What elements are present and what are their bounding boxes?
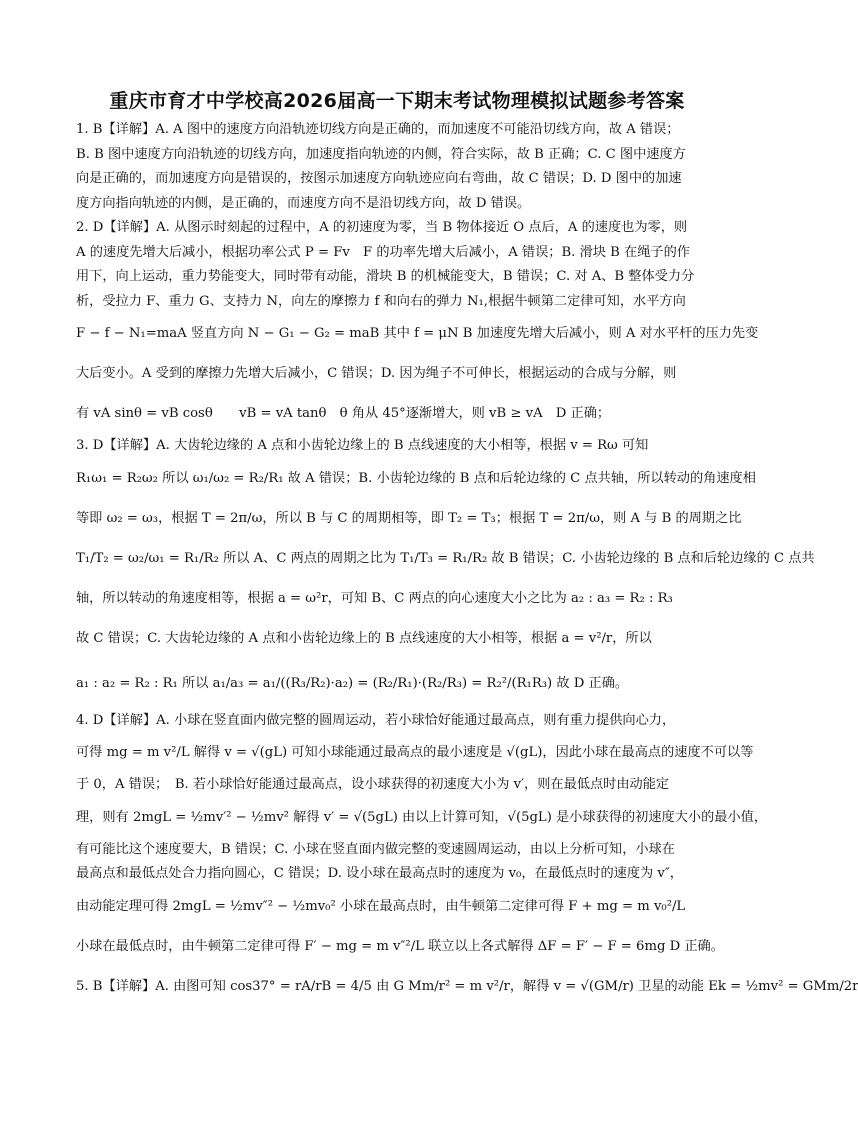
answer-line: A 的速度先增大后减小，根据功率公式 P = Fv F 的功率先增大后减小，A 错误；B. 滑块 B 在绳子的作 <box>76 244 690 260</box>
answer-line: 可得 mg = m v²/L 解得 v = √(gL) 可知小球能通过最高点的最小速度是 √(gL)，因此小球在最高点的速度不可以等 <box>76 745 754 760</box>
answer-line: 等即 ω₂ = ω₃，根据 T = 2π/ω，所以 B 与 C 的周期相等，即 T₂ = T₃；根据 T = 2π/ω，则 A 与 B 的周期之比 <box>76 510 742 526</box>
answer-line: T₁/T₂ = ω₂/ω₁ = R₁/R₂ 所以 A、C 两点的周期之比为 T₁/T₃ = R₁/R₂ 故 B 错误；C. 小齿轮边缘的 B 点和后轮边缘的 C 点共 <box>76 550 815 566</box>
answer-line: 理，则有 2mgL = ½mv′² − ½mv² 解得 v′ = √(5gL) 由以上计算可知，√(5gL) 是小球获得的初速度大小的最小值， <box>76 809 768 825</box>
answer-body <box>76 118 858 1007</box>
answer-line: 向是正确的，而加速度方向是错误的，按图示加速度方向轨迹应向右弯曲，故 C 错误；D. D 图中的加速 <box>76 171 682 186</box>
answer-line: 1. B【详解】A. A 图中的速度方向沿轨迹切线方向是正确的，而加速度不可能沿切线方向，故 A 错误； <box>76 122 680 137</box>
answer-line: 轴，所以转动的角速度相等，根据 a = ω²r，可知 B、C 两点的向心速度大小之比为 a₂ : a₃ = R₂ : R₃ <box>76 590 673 606</box>
answer-line: 有可能比这个速度要大，B 错误；C. 小球在竖直面内做完整的变速圆周运动，由以上分析可知，小球在 <box>76 841 675 857</box>
answer-line: F − f − N₁=maA 竖直方向 N − G₁ − G₂ = maB 其中 f = μN B 加速度先增大后减小，则 A 对水平杆的压力先变 <box>76 326 759 341</box>
answer-line: R₁ω₁ = R₂ω₂ 所以 ω₁/ω₂ = R₂/R₁ 故 A 错误；B. 小齿轮边缘的 B 点和后轮边缘的 C 点共轴，所以转动的角速度相 <box>76 470 756 486</box>
answer-line: 用下，向上运动，重力势能变大，同时带有动能，滑块 B 的机械能变大，B 错误；C. 对 A、B 整体受力分 <box>76 269 695 284</box>
answer-line: 于 0，A 错误； B. 若小球恰好能通过最高点，设小球获得的初速度大小为 v′，则在最低点时由动能定 <box>76 777 670 792</box>
answer-line: 3. D【详解】A. 大齿轮边缘的 A 点和小齿轮边缘上的 B 点线速度的大小相等，根据 v = Rω 可知 <box>76 438 649 453</box>
answer-line: 2. D【详解】A. 从图示时刻起的过程中，A 的初速度为零，当 B 物体接近 O 点后，A 的速度也为零，则 <box>76 220 688 235</box>
answer-line: 有 vA sinθ = vB cosθ vB = vA tanθ θ 角从 45°逐渐增大，则 vB ≥ vA D 正确； <box>76 406 611 421</box>
answer-line: 最高点和最低点处合力指向圆心，C 错误；D. 设小球在最高点时的速度为 v₀，在最低点时的速度为 v″， <box>76 866 683 881</box>
answer-line: 度方向指向轨迹的内侧，是正确的，而速度方向不是沿切线方向，故 D 错误。 <box>76 195 531 211</box>
answer-line: a₁ : a₂ = R₂ : R₁ 所以 a₁/a₃ = a₁/((R₃/R₂)·a₂) = (R₂/R₁)·(R₂/R₃) = R₂²/(R₁R₃) 故 D 正确。 <box>76 675 629 691</box>
answer-line: 大后变小。A 受到的摩擦力先增大后减小，C 错误；D. 因为绳子不可伸长，根据运动的合成与分解，则 <box>76 366 677 381</box>
answer-line: 5. B【详解】A. 由图可知 cos37° = rA/rB = 4/5 由 G Mm/r² = m v²/r，解得 v = √(GM/r) 卫星的动能 Ek = ½mv² = GMm/2r <box>76 978 858 994</box>
answer-line: 析，受拉力 F、重力 G、支持力 N，向左的摩擦力 f 和向右的弹力 N₁,根据牛顿第二定律可知，水平方向 <box>76 293 686 309</box>
answer-line: B. B 图中速度方向沿轨迹的切线方向，加速度指向轨迹的内侧，符合实际，故 B 正确；C. C 图中速度方 <box>76 146 686 162</box>
page-title: 重庆市育才中学校高2026届高一下期末考试物理模拟试题参考答案 <box>109 90 685 112</box>
answer-line: 由动能定理可得 2mgL = ½mv″² − ½mv₀² 小球在最高点时，由牛顿第二定律可得 F + mg = m v₀²/L <box>76 898 686 914</box>
answer-line: 故 C 错误；C. 大齿轮边缘的 A 点和小齿轮边缘上的 B 点线速度的大小相等，根据 a = v²/r，所以 <box>76 630 652 646</box>
answer-line: 小球在最低点时，由牛顿第二定律可得 F′ − mg = m v″²/L 联立以上各式解得 ΔF = F′ − F = 6mg D 正确。 <box>76 938 724 954</box>
answer-line: 4. D【详解】A. 小球在竖直面内做完整的圆周运动，若小球恰好能通过最高点，则有重力提供向心力， <box>76 712 676 728</box>
